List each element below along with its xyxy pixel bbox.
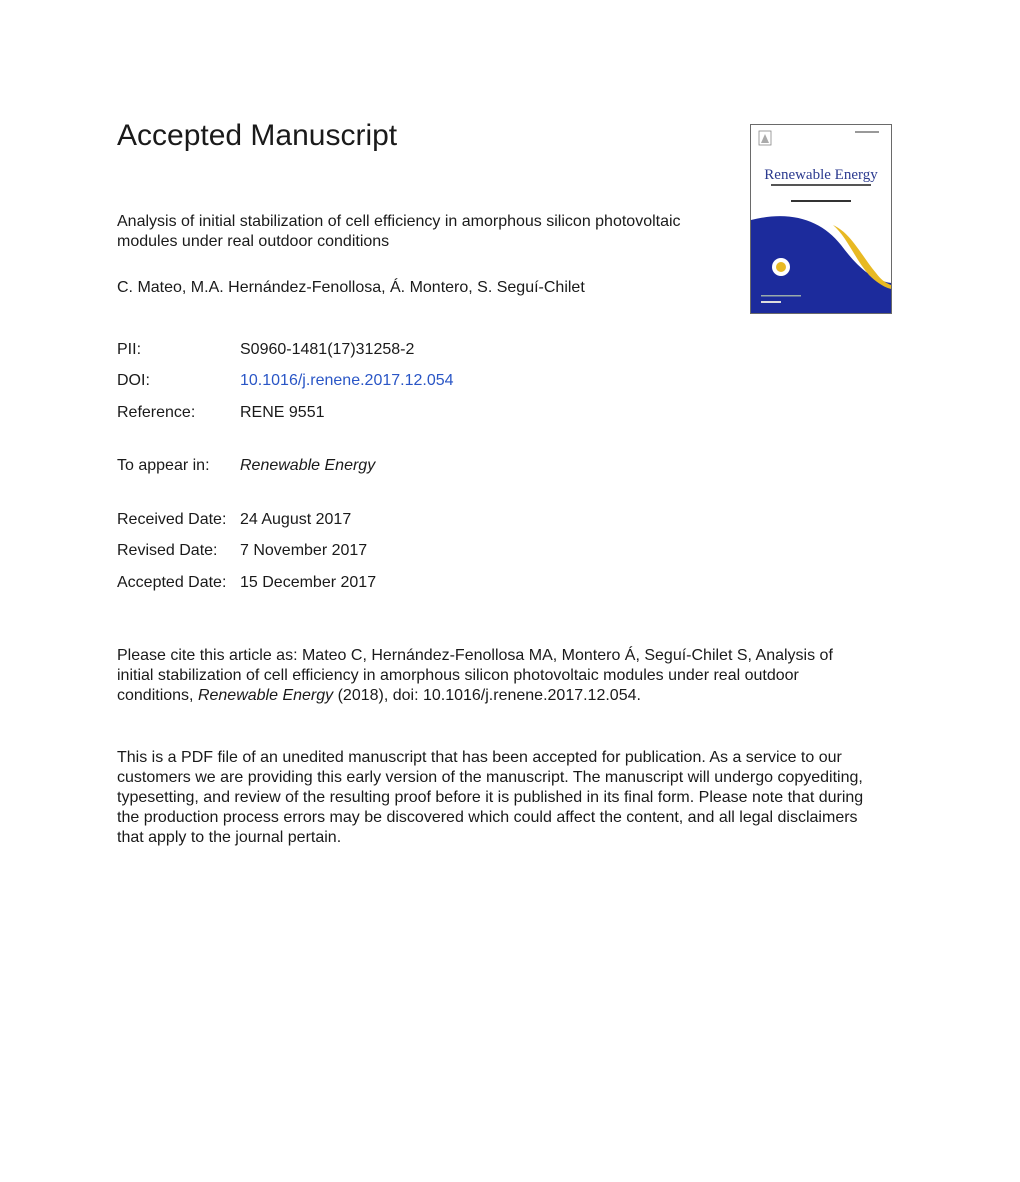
received-value: 24 August 2017	[240, 511, 352, 528]
revised-value: 7 November 2017	[240, 542, 368, 559]
cover-journal-title: Renewable Energy	[764, 167, 878, 183]
citation-journal: Renewable Energy	[197, 687, 334, 704]
citation-paragraph	[117, 646, 857, 706]
received-label: Received Date:	[117, 511, 227, 528]
accepted-label: Accepted Date:	[117, 574, 227, 591]
appear-label: To appear in:	[117, 457, 210, 474]
doi-row	[117, 371, 454, 391]
accepted-row	[117, 573, 376, 593]
revised-row	[117, 541, 367, 561]
pii-row	[117, 340, 414, 360]
doi-link[interactable]: 10.1016/j.renene.2017.12.054	[240, 372, 454, 389]
citation-suffix: (2018), doi: 10.1016/j.renene.2017.12.054.	[333, 687, 641, 704]
pii-label: PII:	[117, 341, 142, 358]
page-heading: Accepted Manuscript	[117, 119, 398, 152]
revised-label: Revised Date:	[117, 542, 218, 559]
doi-label: DOI:	[117, 372, 150, 389]
appear-journal: Renewable Energy	[240, 457, 376, 474]
reference-row	[117, 403, 325, 423]
disclaimer-paragraph: This is a PDF file of an unedited manuscript that has been accepted for publication. As a service to our customers we are providing this early version of the manuscript. The manuscript will undergo copyediting, typesetting, and review of the resulting proof before it is published in its final form. Please note that during the production process errors may be discovered which could affect the content, and all legal disclaimers that apply to the journal pertain.	[117, 749, 864, 846]
pii-value: S0960-1481(17)31258-2	[240, 341, 415, 358]
article-authors: C. Mateo, M.A. Hernández-Fenollosa, Á. Montero, S. Seguí-Chilet	[117, 279, 585, 296]
accepted-value: 15 December 2017	[240, 574, 377, 591]
citation-prefix: Please cite this article as: Mateo C, Hernández-Fenollosa MA, Montero Á, Seguí-Chilet S, Analysis of initial stabilization of cell efficiency in amorphous silicon photovoltaic modules under real outdoor conditions,	[117, 647, 833, 704]
journal-cover-image	[750, 124, 892, 314]
article-title: Analysis of initial stabilization of cell efficiency in amorphous silicon photovoltaic modules under real outdoor conditions	[117, 213, 681, 250]
reference-label: Reference:	[117, 404, 196, 421]
appear-row	[117, 456, 375, 476]
received-row	[117, 510, 351, 530]
reference-value: RENE 9551	[240, 404, 325, 421]
